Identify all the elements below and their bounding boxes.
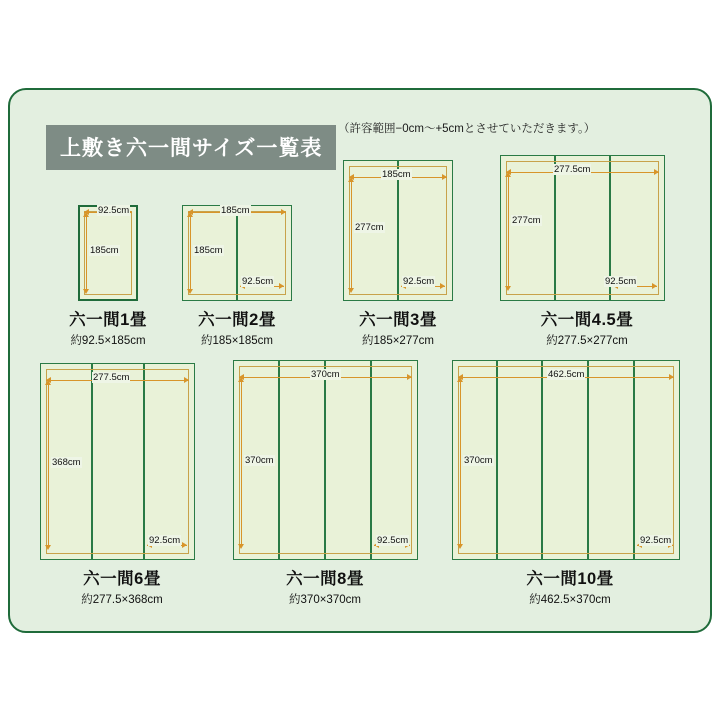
- height-dim-line-45jo: [508, 174, 509, 289]
- width-label-3jo: 185cm: [382, 169, 411, 180]
- mat-inner-45jo: [506, 161, 659, 295]
- side-label-45jo: 92.5cm: [605, 276, 637, 287]
- height-label-1jo: 185cm: [90, 245, 119, 256]
- width-arrow-right-6jo: [184, 377, 189, 383]
- width-arrow-right-8jo: [407, 374, 412, 380]
- height-arrow-down-45jo: [505, 286, 511, 291]
- caption-name-45jo: 六一間4.5畳: [540, 311, 634, 329]
- width-arrow-right-45jo: [654, 169, 659, 175]
- height-arrow-up-8jo: [238, 377, 244, 382]
- caption-size-3jo: 約185×277cm: [362, 335, 434, 347]
- caption-size-6jo: 約277.5×368cm: [81, 594, 163, 606]
- height-arrow-down-10jo: [457, 544, 463, 549]
- height-dim-line-6jo: [48, 382, 49, 548]
- caption-name-6jo: 六一間6畳: [83, 570, 161, 588]
- caption-3jo: [338, 306, 458, 348]
- width-label-45jo: 277.5cm: [554, 164, 591, 175]
- caption-size-8jo: 約370×370cm: [289, 594, 361, 606]
- caption-name-2jo: 六一間2畳: [198, 311, 276, 329]
- caption-2jo: [177, 306, 297, 348]
- height-dim-line-10jo: [460, 379, 461, 547]
- height-label-2jo: 185cm: [194, 245, 223, 256]
- side-label-2jo: 92.5cm: [242, 276, 274, 287]
- caption-size-2jo: 約185×185cm: [201, 335, 273, 347]
- side-label-10jo: 92.5cm: [640, 535, 672, 546]
- height-label-45jo: 277cm: [512, 215, 541, 226]
- height-label-6jo: 368cm: [52, 457, 81, 468]
- height-arrow-down-2jo: [187, 289, 193, 294]
- height-arrow-up-2jo: [187, 212, 193, 217]
- width-arrow-right-10jo: [669, 374, 674, 380]
- height-arrow-down-8jo: [238, 544, 244, 549]
- height-label-10jo: 370cm: [464, 455, 493, 466]
- caption-name-1jo: 六一間1畳: [69, 311, 147, 329]
- caption-10jo: [500, 565, 640, 607]
- width-label-6jo: 277.5cm: [93, 372, 130, 383]
- tolerance-note: （許容範囲−0cm〜+5cmとさせていただきます。）: [338, 123, 596, 135]
- height-dim-line-1jo: [86, 214, 87, 292]
- caption-1jo: [48, 306, 168, 348]
- height-dim-line-2jo: [190, 214, 191, 292]
- side-arrow-right-3jo: [440, 283, 445, 289]
- height-arrow-up-6jo: [45, 380, 51, 385]
- height-dim-line-3jo: [351, 179, 352, 291]
- caption-45jo: [522, 306, 652, 348]
- height-arrow-up-10jo: [457, 377, 463, 382]
- height-arrow-up-45jo: [505, 172, 511, 177]
- caption-size-10jo: 約462.5×370cm: [529, 594, 611, 606]
- side-label-3jo: 92.5cm: [403, 276, 435, 287]
- height-arrow-down-3jo: [348, 288, 354, 293]
- side-label-8jo: 92.5cm: [377, 535, 409, 546]
- side-arrow-right-2jo: [279, 283, 284, 289]
- width-arrow-right-2jo: [281, 209, 286, 215]
- width-label-8jo: 370cm: [311, 369, 340, 380]
- caption-size-45jo: 約277.5×277cm: [546, 335, 628, 347]
- height-label-8jo: 370cm: [245, 455, 274, 466]
- height-label-3jo: 277cm: [355, 222, 384, 233]
- page-title: 上敷き六一間サイズ一覧表: [46, 125, 336, 170]
- caption-name-8jo: 六一間8畳: [286, 570, 364, 588]
- side-arrow-right-6jo: [182, 542, 187, 548]
- height-dim-line-8jo: [241, 379, 242, 547]
- width-label-10jo: 462.5cm: [548, 369, 585, 380]
- width-label-1jo: 92.5cm: [98, 205, 130, 216]
- height-arrow-down-1jo: [83, 289, 89, 294]
- caption-8jo: [260, 565, 390, 607]
- caption-6jo: [57, 565, 187, 607]
- caption-name-3jo: 六一間3畳: [359, 311, 437, 329]
- side-label-6jo: 92.5cm: [149, 535, 181, 546]
- height-arrow-up-3jo: [348, 177, 354, 182]
- side-arrow-right-45jo: [652, 283, 657, 289]
- caption-name-10jo: 六一間10畳: [526, 570, 614, 588]
- width-arrow-right-3jo: [442, 174, 447, 180]
- caption-size-1jo: 約92.5×185cm: [70, 335, 146, 347]
- height-arrow-down-6jo: [45, 545, 51, 550]
- height-arrow-up-1jo: [83, 212, 89, 217]
- width-label-2jo: 185cm: [221, 205, 250, 216]
